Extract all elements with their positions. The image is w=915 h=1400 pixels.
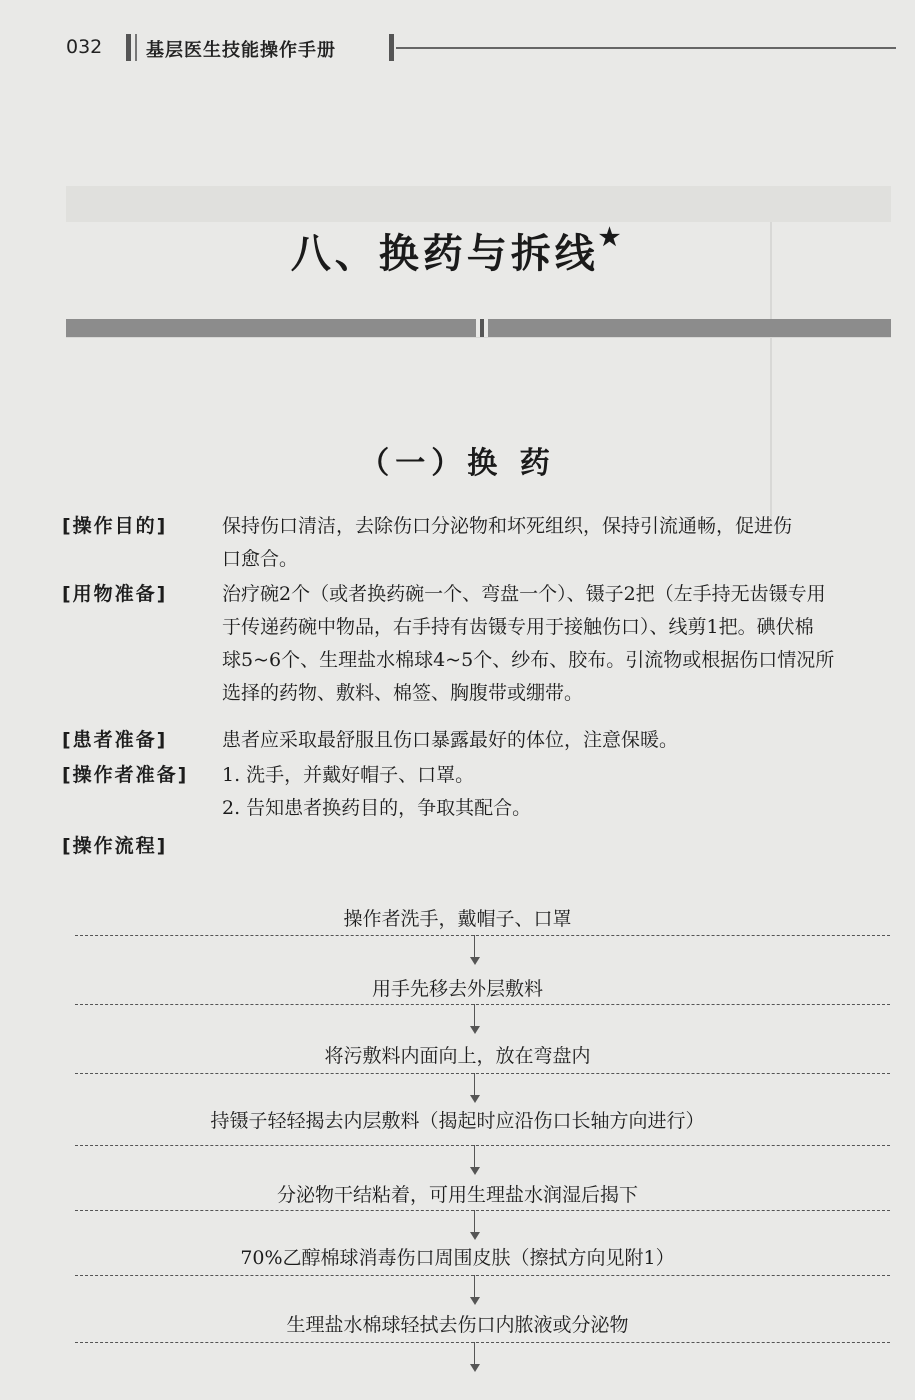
header-rule bbox=[396, 47, 896, 49]
operator-label: [操作者准备] bbox=[62, 764, 189, 786]
patient-label: [患者准备] bbox=[62, 729, 168, 751]
flow-divider bbox=[75, 1275, 890, 1276]
flow-divider bbox=[75, 1004, 890, 1005]
flow-divider bbox=[75, 1342, 890, 1343]
flow-step: 分泌物干结粘着，可用生理盐水润湿后揭下 bbox=[276, 1184, 638, 1206]
flow-step: 用手先移去外层敷料 bbox=[371, 978, 543, 1000]
flow-step: 将污敷料内面向上，放在弯盘内 bbox=[324, 1045, 591, 1067]
patient-section bbox=[62, 724, 902, 757]
supplies-section bbox=[62, 578, 902, 710]
book-title: 基层医生技能操作手册 bbox=[146, 40, 336, 61]
supplies-label: [用物准备] bbox=[62, 583, 168, 605]
purpose-text: 口愈合。 bbox=[222, 548, 299, 570]
show-through-line bbox=[66, 186, 891, 222]
supplies-text: 球5~6个、生理盐水棉球4~5个、纱布、胶布。引流物或根据伤口情况所 bbox=[222, 649, 835, 671]
flow-divider bbox=[75, 1210, 890, 1211]
patient-text: 患者应采取最舒服且伤口暴露最好的体位，注意保暖。 bbox=[222, 729, 679, 751]
process-label: [操作流程] bbox=[62, 835, 168, 857]
flow-step: 70%乙醇棉球消毒伤口周围皮肤（擦拭方向见附1） bbox=[240, 1247, 675, 1269]
operator-text: 2. 告知患者换药目的，争取其配合。 bbox=[222, 797, 532, 819]
page-number: 032 bbox=[66, 36, 103, 58]
chapter-title bbox=[0, 222, 915, 279]
star-mark: ★ bbox=[598, 222, 625, 251]
flow-divider bbox=[75, 935, 890, 936]
flow-divider bbox=[75, 1073, 890, 1074]
decorative-band bbox=[66, 319, 891, 337]
purpose-section bbox=[62, 510, 902, 576]
flow-step: 操作者洗手，戴帽子、口罩 bbox=[343, 908, 572, 930]
flow-step: 持镊子轻轻揭去内层敷料（揭起时应沿伤口长轴方向进行） bbox=[210, 1110, 705, 1132]
supplies-text: 选择的药物、敷料、棉签、胸腹带或绷带。 bbox=[222, 682, 584, 704]
purpose-label: [操作目的] bbox=[62, 515, 168, 537]
band-tick bbox=[480, 319, 484, 337]
chapter-title-text: 八、换药与拆线 bbox=[290, 230, 599, 277]
header-divider-bar bbox=[135, 34, 137, 61]
supplies-text: 于传递药碗中物品，右手持有齿镊专用于接触伤口）、线剪1把。碘伏棉 bbox=[222, 616, 814, 638]
supplies-text: 治疗碗2个（或者换药碗一个、弯盘一个）、镊子2把（左手持无齿镊专用 bbox=[222, 583, 826, 605]
section-title: （一）换 药 bbox=[359, 446, 556, 481]
running-header bbox=[66, 30, 896, 64]
operator-text: 1. 洗手，并戴好帽子、口罩。 bbox=[222, 764, 475, 786]
header-divider-bar bbox=[126, 34, 131, 61]
flow-step: 生理盐水棉球轻拭去伤口内脓液或分泌物 bbox=[286, 1314, 629, 1336]
header-divider-bar bbox=[389, 34, 394, 61]
purpose-text: 保持伤口清洁，去除伤口分泌物和坏死组织，保持引流通畅，促进伤 bbox=[222, 515, 793, 537]
operator-section bbox=[62, 759, 902, 825]
flow-divider bbox=[75, 1145, 890, 1146]
